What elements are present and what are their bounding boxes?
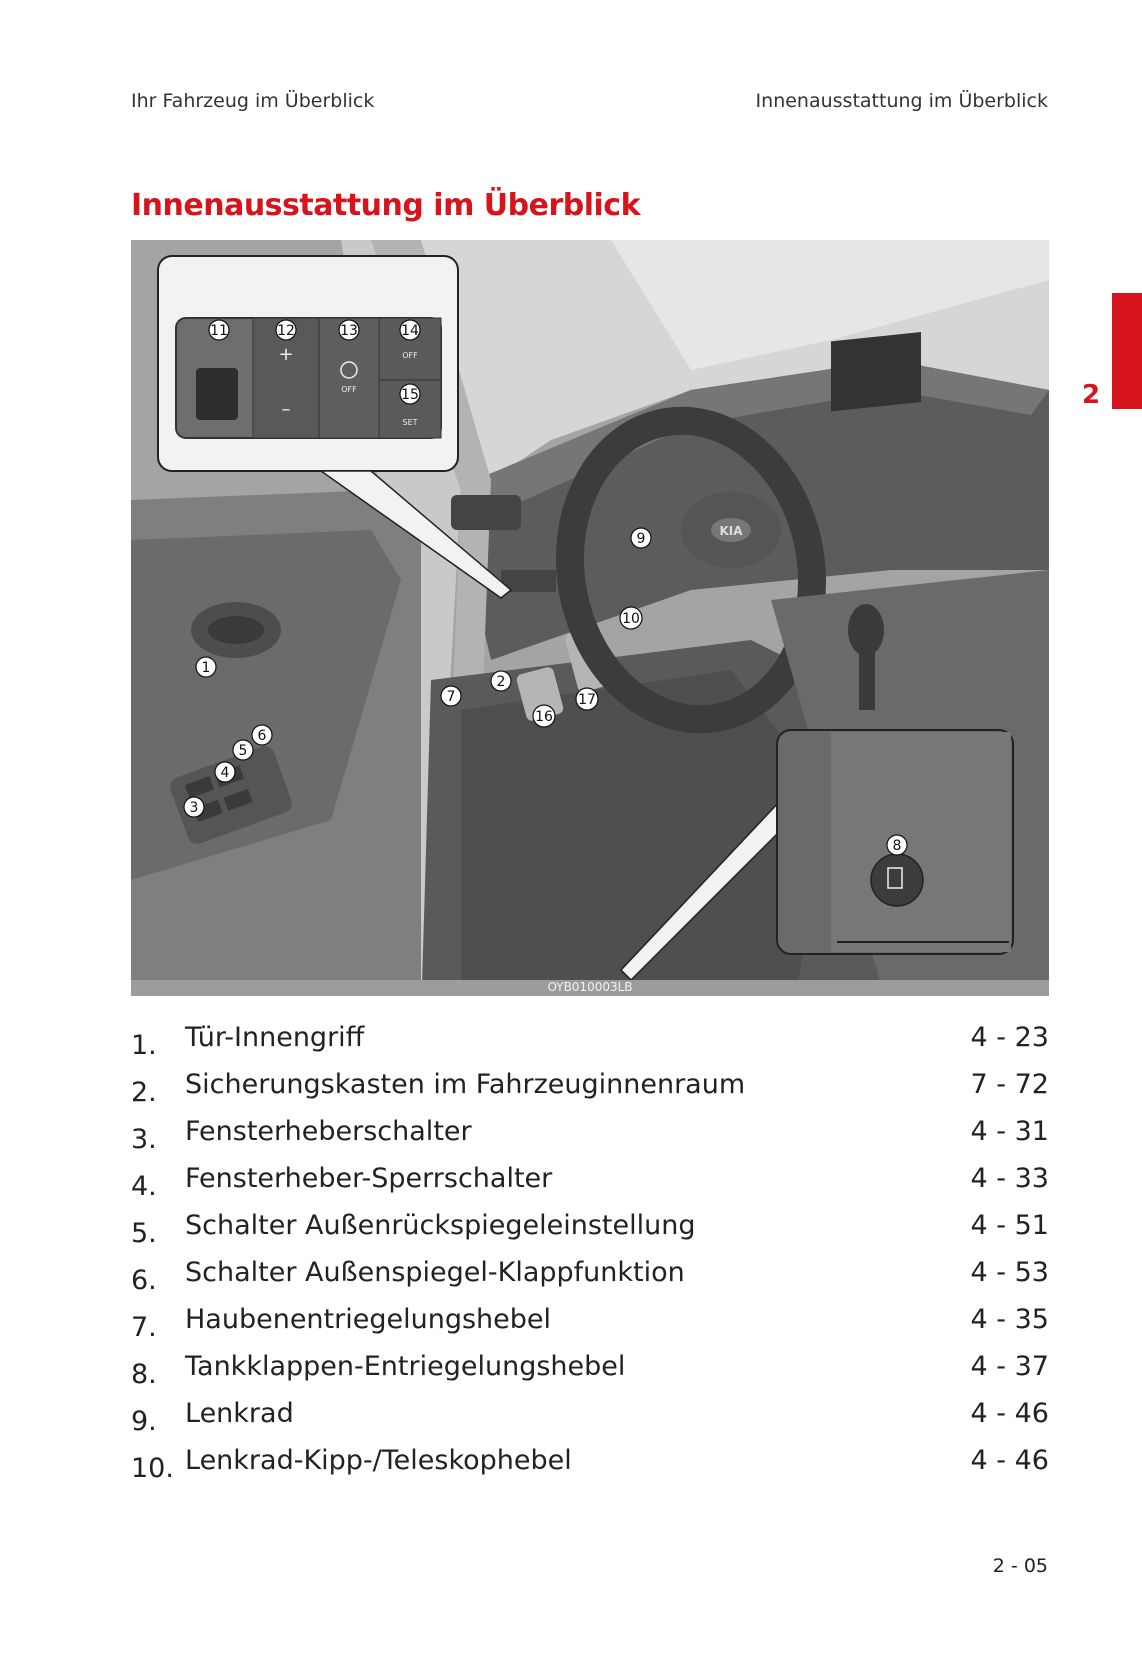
list-item [131,1304,1049,1351]
item-page-ref: 4 - 53 [970,1257,1049,1288]
chapter-tab [1112,293,1142,409]
callout-13: 13 [340,323,358,339]
item-page-ref: 4 - 33 [970,1163,1049,1194]
item-page-ref: 4 - 46 [970,1398,1049,1429]
item-page-ref: 7 - 72 [970,1069,1049,1100]
item-label: Tür-Innengriff [185,1022,365,1053]
item-number: 8. [131,1359,157,1390]
plus-label: + [278,344,294,365]
item-number: 1. [131,1030,157,1061]
list-item [131,1210,1049,1257]
running-header-left: Ihr Fahrzeug im Überblick [131,90,375,112]
interior-illustration [131,240,1049,996]
item-number: 3. [131,1124,157,1155]
list-item [131,1398,1049,1445]
item-label: Haubenentriegelungshebel [185,1304,552,1335]
chapter-number: 2 [1082,380,1101,410]
item-page-ref: 4 - 46 [970,1445,1049,1476]
list-item [131,1351,1049,1398]
list-item [131,1022,1049,1069]
list-item [131,1445,1049,1492]
list-item [131,1257,1049,1304]
item-label: Lenkrad-Kipp-/Teleskophebel [185,1445,572,1476]
item-list [131,1022,1049,1492]
brand-logo: KIA [719,524,743,538]
minus-label: – [281,399,291,420]
item-label: Schalter Außenrückspiegeleinstellung [185,1210,696,1241]
item-label: Schalter Außenspiegel-Klappfunktion [185,1257,685,1288]
item-number: 2. [131,1077,157,1108]
item-page-ref: 4 - 51 [970,1210,1049,1241]
item-number: 7. [131,1312,157,1343]
callout-1: 1 [201,660,211,676]
off-label-a: OFF [341,385,357,394]
callout-7: 7 [446,689,456,705]
callout-17: 17 [578,692,596,708]
off-label-b: OFF [402,351,418,360]
item-page-ref: 4 - 31 [970,1116,1049,1147]
item-page-ref: 4 - 37 [970,1351,1049,1382]
item-label: Fensterheber-Sperrschalter [185,1163,553,1194]
item-label: Lenkrad [185,1398,294,1429]
callout-3: 3 [189,800,199,816]
callout-11: 11 [210,323,228,339]
page-number: 2 - 05 [992,1555,1048,1577]
callout-15: 15 [401,387,419,403]
running-header-right: Innenausstattung im Überblick [755,90,1048,112]
item-page-ref: 4 - 23 [970,1022,1049,1053]
callout-16: 16 [535,709,553,725]
callout-6: 6 [257,728,267,744]
item-label: Fensterheberschalter [185,1116,472,1147]
item-label: Tankklappen-Entriegelungshebel [185,1351,626,1382]
list-item [131,1163,1049,1210]
callout-4: 4 [220,765,230,781]
callout-9: 9 [636,531,646,547]
callout-14: 14 [401,323,419,339]
item-number: 9. [131,1406,157,1437]
list-item [131,1116,1049,1163]
item-page-ref: 4 - 35 [970,1304,1049,1335]
callout-8: 8 [892,838,902,854]
list-item [131,1069,1049,1116]
item-number: 10. [131,1453,174,1484]
item-label: Sicherungskasten im Fahrzeuginnenraum [185,1069,746,1100]
set-label: SET [402,418,418,427]
page-title: Innenausstattung im Überblick [131,188,641,223]
callout-10: 10 [622,611,640,627]
callout-5: 5 [238,743,248,759]
callout-2: 2 [496,674,506,690]
callout-12: 12 [277,323,295,339]
item-number: 6. [131,1265,157,1296]
figure-code: OYB010003LB [547,980,633,994]
item-number: 5. [131,1218,157,1249]
item-number: 4. [131,1171,157,1202]
